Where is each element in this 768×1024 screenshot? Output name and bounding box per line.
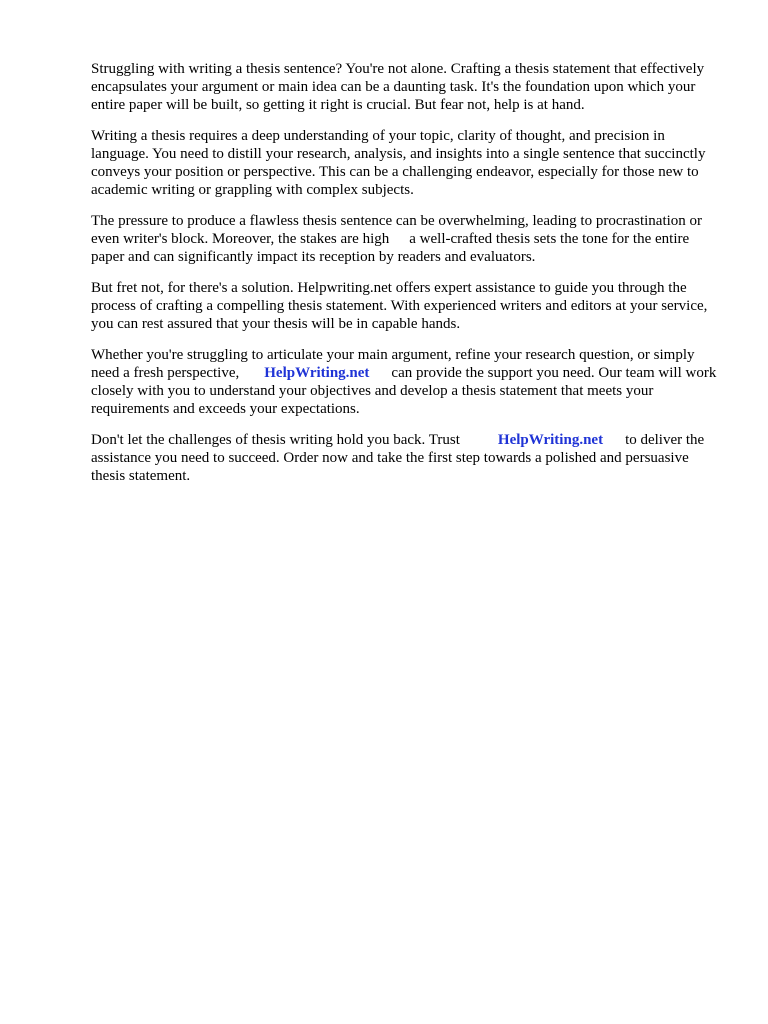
helpwriting-link[interactable]: HelpWriting.net xyxy=(264,365,370,381)
paragraph-solution: But fret not, for there's a solution. Helpwriting.net offers expert assistance to guide you through the process of crafting a compelling thesis statement. With experienced writers and editors at your service, you can rest assured that your thesis will be in capable hands. xyxy=(91,280,708,332)
paragraph-support-text-end: can provide the support you need. Our team will work closely with you to understand your objectives and develop a thesis statement that meets your requirements and exceeds your expectations. xyxy=(91,365,717,417)
paragraph-support xyxy=(91,346,721,418)
paragraph-cta xyxy=(91,431,721,485)
paragraph-cta-text-end: to deliver the assistance you need to succeed. Order now and take the first step towards a polished and persuasive thesis statement. xyxy=(91,432,705,484)
paragraph-pressure-text-end: a well-crafted thesis sets the tone for the entire paper and can significantly impact its reception by readers and evaluators. xyxy=(91,231,690,265)
paragraph-pressure xyxy=(91,212,721,266)
document-body xyxy=(91,60,721,498)
paragraph-cta-text-start: Don't let the challenges of thesis writing hold you back. Trust xyxy=(91,432,460,448)
paragraph-support-text-start: Whether you're struggling to articulate your main argument, refine your research question, or simply need a fresh perspective, xyxy=(91,347,695,381)
helpwriting-link-cta[interactable]: HelpWriting.net xyxy=(497,432,604,448)
paragraph-pressure-text-start: The pressure to produce a flawless thesis sentence can be overwhelming, leading to procrastination or even writer's block. Moreover, the stakes are high xyxy=(91,213,703,247)
paragraph-requirements: Writing a thesis requires a deep understanding of your topic, clarity of thought, and precision in language. You need to distill your research, analysis, and insights into a single sentence that succinctly conveys your position or perspective. This can be a challenging endeavor, especially for those new to academic writing or grappling with complex subjects. xyxy=(91,128,706,198)
paragraph-intro: Struggling with writing a thesis sentence? You're not alone. Crafting a thesis statement that effectively encapsulates your argument or main idea can be a daunting task. It's the foundation upon which your entire paper will be built, so getting it right is crucial. But fear not, help is at hand. xyxy=(91,61,705,113)
